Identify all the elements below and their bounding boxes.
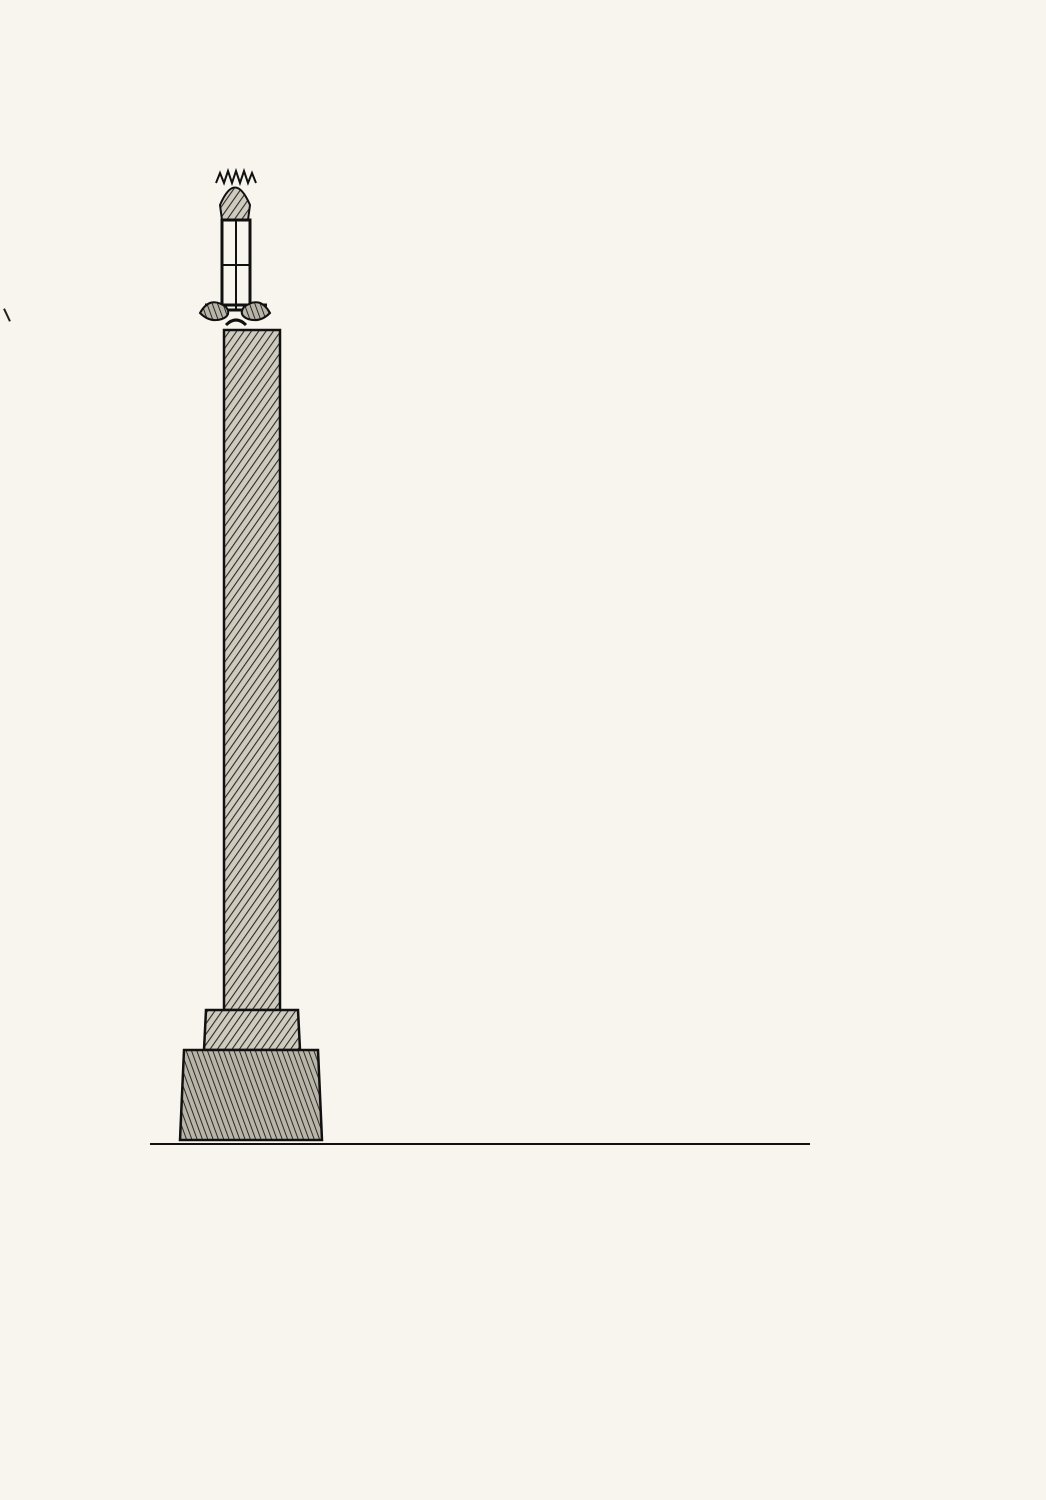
serpent-column-drawing: [180, 171, 322, 1140]
tripod-figure: [140, 165, 820, 1155]
margin-mark: [3, 308, 11, 322]
tripod-illustration: [140, 165, 820, 1155]
caption-rule: [150, 1143, 810, 1145]
